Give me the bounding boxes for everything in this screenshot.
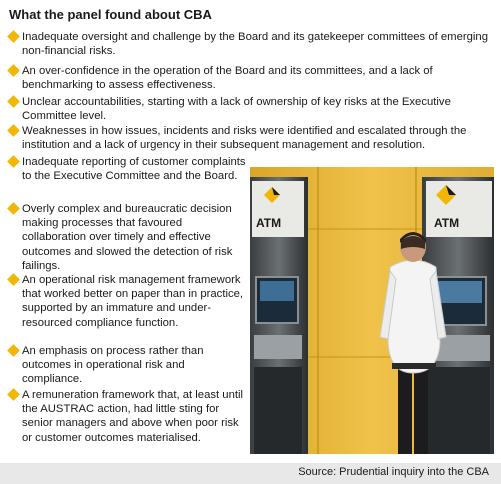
finding-item-2 xyxy=(6,64,492,92)
source-credit: Source: Prudential inquiry into the CBA xyxy=(298,466,489,478)
finding-text: An emphasis on process rather than outcomes in operational risk and compliance. xyxy=(22,345,204,386)
finding-item-5 xyxy=(6,155,246,183)
finding-item-3 xyxy=(6,95,492,123)
finding-text: Overly complex and bureaucratic decision making processes that favoured collaboration over timely and effective outcomes and slowed the detection of risk failings. xyxy=(22,203,233,272)
finding-text: Weaknesses in how issues, incidents and risks were identified and escalated through the institution and a lack of urgency in their subsequent management and resolution. xyxy=(22,125,467,152)
finding-text: An over-confidence in the operation of the Board and its committees, and a lack of benchmarking to assess effectiveness. xyxy=(22,65,433,92)
atm-right-label: ATM xyxy=(434,216,460,230)
finding-item-6 xyxy=(6,202,246,273)
finding-item-9 xyxy=(6,388,246,445)
finding-text: Inadequate oversight and challenge by the Board and its gatekeeper committees of emerging non-financial risks. xyxy=(22,31,488,58)
finding-text: A remuneration framework that, at least until the AUSTRAC action, had little sting for senior managers and above when poor risk or customer outcomes materialised. xyxy=(22,389,244,444)
finding-text: An operational risk management framework that worked better on paper than in practice, supported by an immature and under-resourced compliance function. xyxy=(22,274,244,329)
article-title: What the panel found about CBA xyxy=(9,7,212,22)
finding-text: Inadequate reporting of customer complaints to the Executive Committee and the Board. xyxy=(22,156,246,183)
atm-photo-illustration xyxy=(250,167,494,454)
atm-left xyxy=(250,177,308,454)
finding-item-4 xyxy=(6,124,496,152)
source-footer xyxy=(0,463,501,484)
finding-text: Unclear accountabilities, starting with a lack of ownership of key risks at the Executive Committee level. xyxy=(22,96,451,123)
finding-item-8 xyxy=(6,344,246,387)
atm-left-label: ATM xyxy=(256,216,282,230)
finding-item-1 xyxy=(6,30,492,58)
atm-photo xyxy=(250,167,494,454)
finding-item-7 xyxy=(6,273,246,330)
